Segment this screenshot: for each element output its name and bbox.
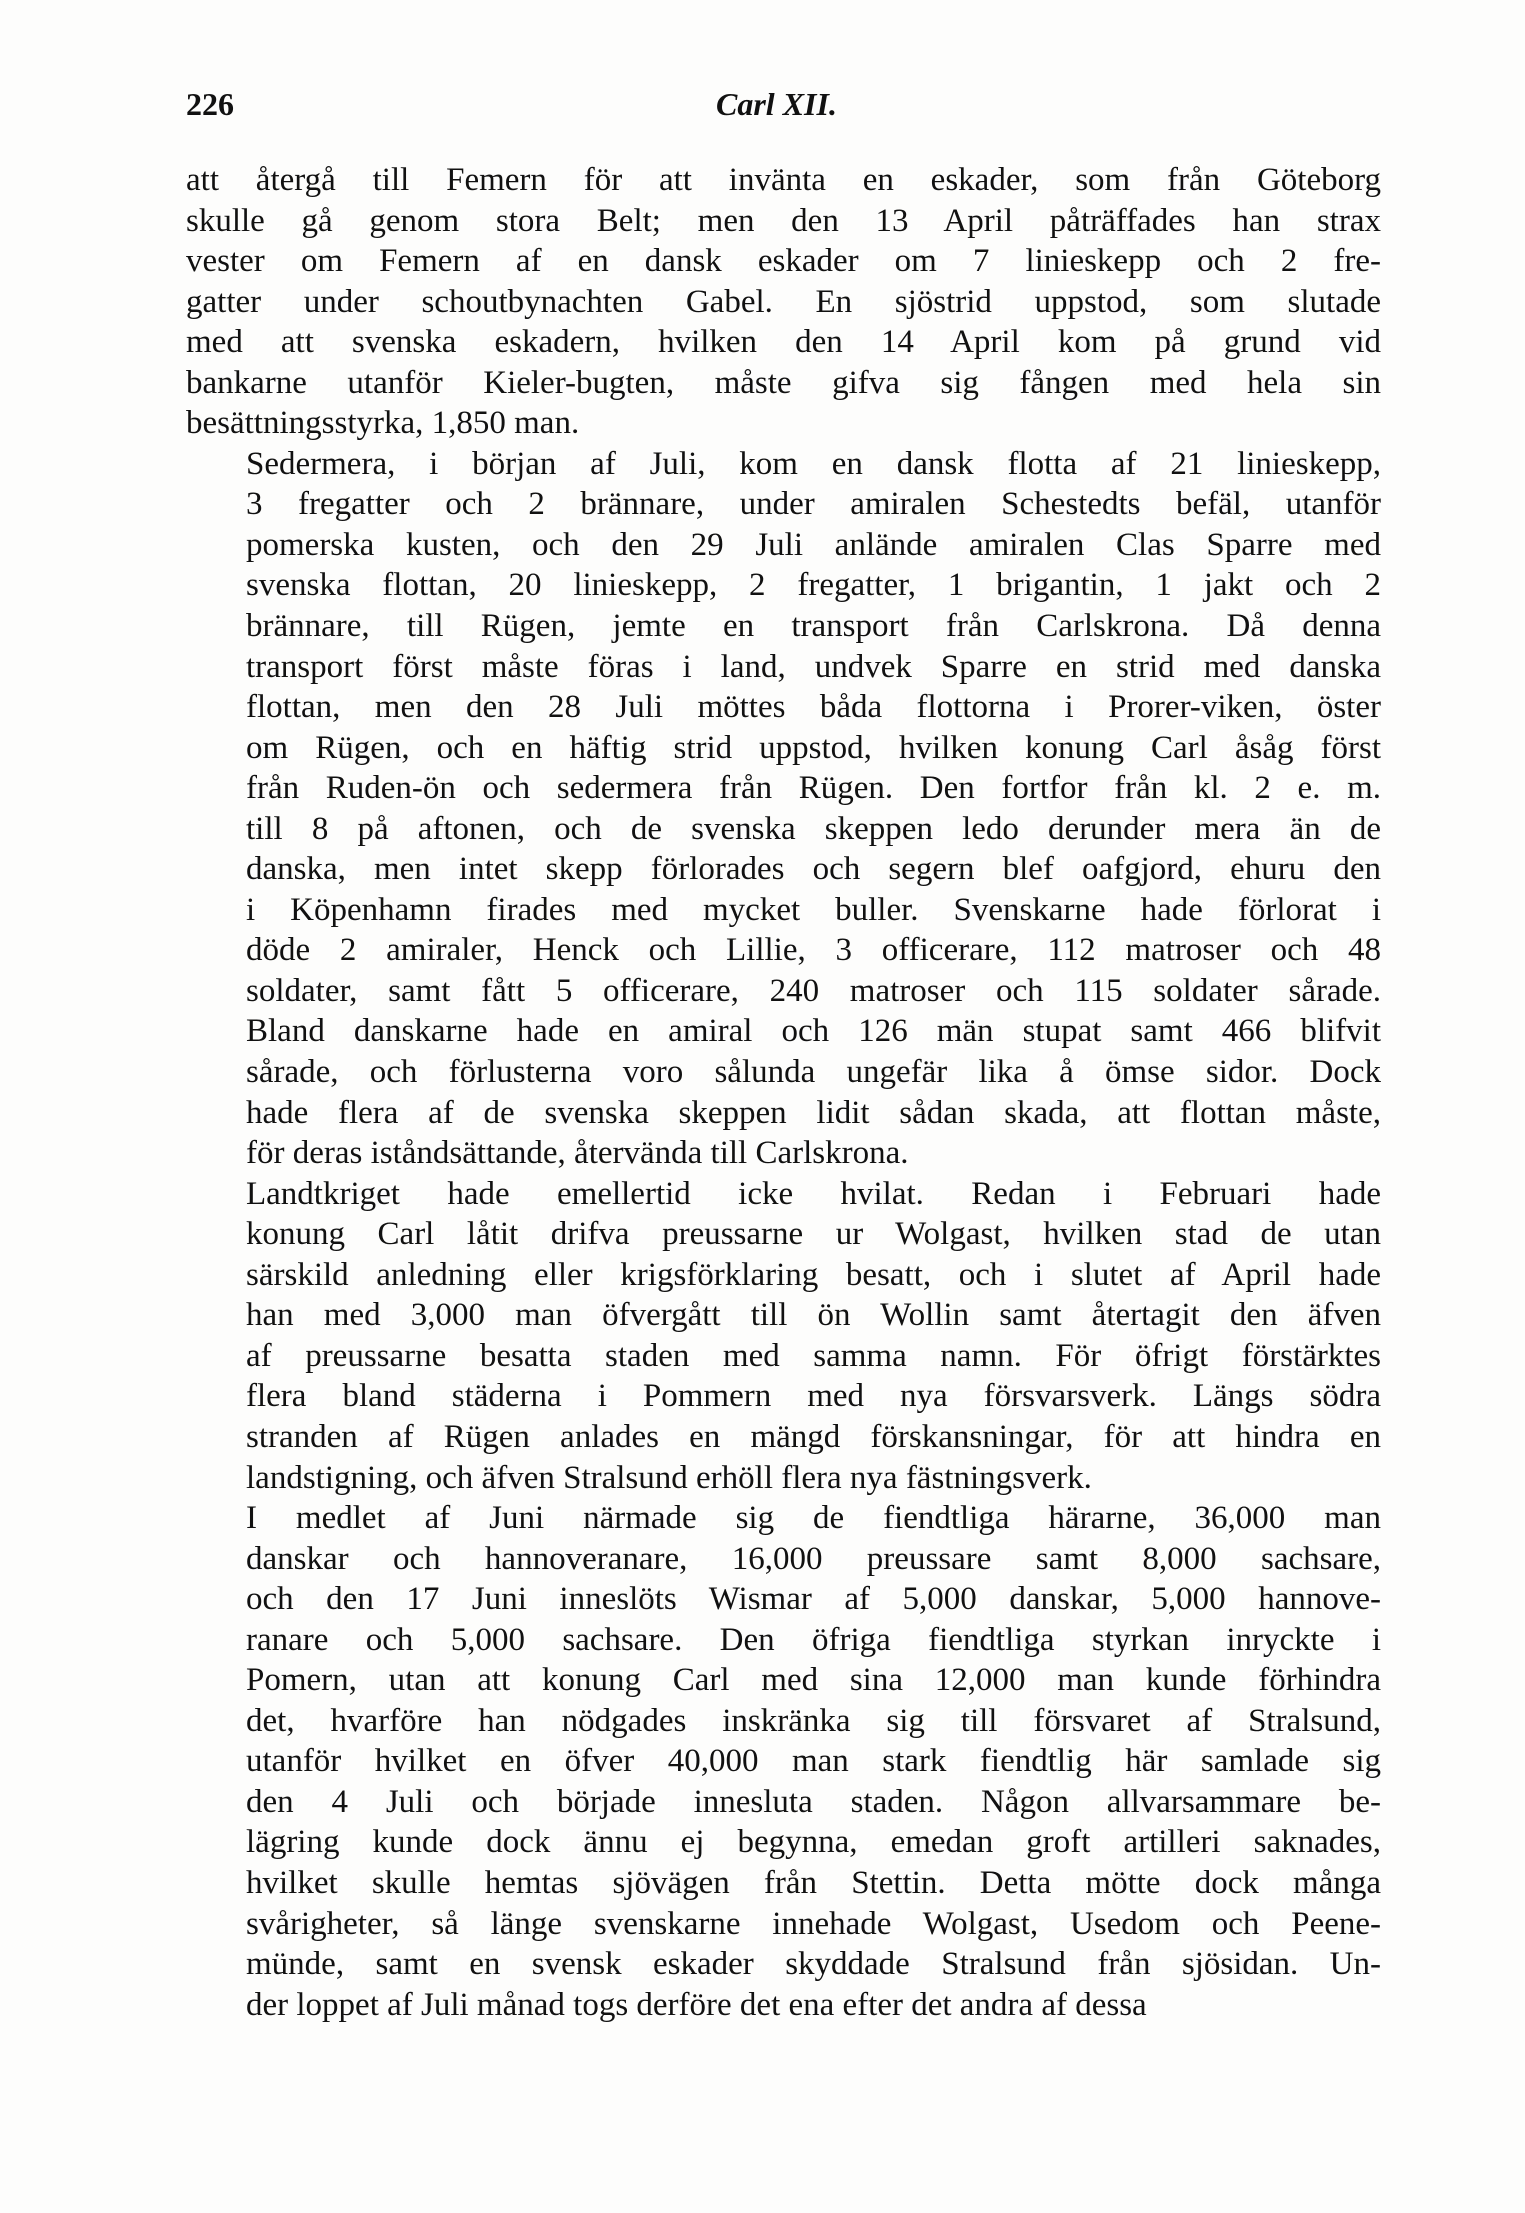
text-line: han med 3,000 man öfvergått till ön Wollin samt återtagit den äfven xyxy=(246,1297,1381,1334)
text-line: Sedermera, i början af Juli, kom en dansk flotta af 21 linieskepp, xyxy=(246,445,1381,482)
text-line: ranare och 5,000 sachsare. Den öfriga fiendtliga styrkan inryckte i xyxy=(246,1621,1381,1658)
text-line: till 8 på aftonen, och de svenska skeppen ledo derunder mera än de xyxy=(246,810,1381,847)
text-line: döde 2 amiraler, Henck och Lillie, 3 officerare, 112 matroser och 48 xyxy=(246,932,1381,969)
text-line: stranden af Rügen anlades en mängd förskansningar, för att hindra en xyxy=(246,1418,1381,1455)
text-line: Bland danskarne hade en amiral och 126 män stupat samt 466 blifvit xyxy=(246,1013,1381,1050)
page-number: 226 xyxy=(186,86,234,122)
text-line: der loppet af Juli månad togs derföre det ena efter det andra af dessa xyxy=(246,1986,1147,2023)
text-line: konung Carl låtit drifva preussarne ur Wolgast, hvilken stad de utan xyxy=(246,1216,1381,1253)
text-line: från Ruden-ön och sedermera från Rügen. Den fortfor från kl. 2 e. m. xyxy=(246,770,1381,807)
text-line: den 4 Juli och började innesluta staden. Någon allvarsammare be- xyxy=(246,1783,1381,1820)
text-line: för deras iståndsättande, återvända till Carlskrona. xyxy=(246,1135,909,1172)
text-line: brännare, till Rügen, jemte en transport från Carlskrona. Då denna xyxy=(246,608,1381,645)
text-line: münde, samt en svensk eskader skyddade Stralsund från sjösidan. Un- xyxy=(246,1946,1381,1983)
text-line: lägring kunde dock ännu ej begynna, emedan groft artilleri saknades, xyxy=(246,1824,1381,1861)
text-line: det, hvarföre han nödgades inskränka sig till försvaret af Stralsund, xyxy=(246,1702,1381,1739)
text-line: Pomern, utan att konung Carl med sina 12,000 man kunde förhindra xyxy=(246,1662,1381,1699)
text-line: gatter under schoutbynachten Gabel. En sjöstrid uppstod, som slutade xyxy=(186,283,1381,320)
text-line: bankarne utanför Kieler-bugten, måste gifva sig fången med hela sin xyxy=(186,364,1381,401)
text-line: i Köpenhamn firades med mycket buller. Svenskarne hade förlorat i xyxy=(246,891,1381,928)
text-line: soldater, samt fått 5 officerare, 240 matroser och 115 soldater sårade. xyxy=(246,972,1381,1009)
text-line: flottan, men den 28 Juli möttes båda flottorna i Prorer-viken, öster xyxy=(246,689,1381,726)
text-line: besättningsstyrka, 1,850 man. xyxy=(186,405,580,442)
text-line: skulle gå genom stora Belt; men den 13 April påträffades han strax xyxy=(186,202,1381,239)
text-line: att återgå till Femern för att invänta en eskader, som från Göteborg xyxy=(186,162,1381,198)
text-line: utanför hvilket en öfver 40,000 man stark fiendtlig här samlade sig xyxy=(246,1743,1381,1780)
text-line: pomerska kusten, och den 29 Juli anlände amiralen Clas Sparre med xyxy=(246,526,1381,563)
running-title: Carl XII. xyxy=(716,86,837,122)
text-line: danskar och hannoveranare, 16,000 preussare samt 8,000 sachsare, xyxy=(246,1540,1381,1577)
paragraph-4 xyxy=(186,1498,1381,2025)
text-line: och den 17 Juni inneslöts Wismar af 5,000 danskar, 5,000 hannove- xyxy=(246,1581,1381,1618)
text-line: 3 fregatter och 2 brännare, under amiralen Schestedts befäl, utanför xyxy=(246,486,1381,523)
text-line: af preussarne besatta staden med samma namn. För öfrigt förstärktes xyxy=(246,1337,1381,1374)
paragraph-2 xyxy=(186,444,1381,1174)
page-header xyxy=(186,86,1381,136)
text-line: landstigning, och äfven Stralsund erhöll flera nya fästningsverk. xyxy=(246,1459,1092,1496)
text-line: med att svenska eskadern, hvilken den 14 April kom på grund vid xyxy=(186,324,1381,361)
text-line: danska, men intet skepp förlorades och segern blef oafgjord, ehuru den xyxy=(246,851,1381,888)
text-line: transport först måste föras i land, undvek Sparre en strid med danska xyxy=(246,648,1381,685)
text-line: I medlet af Juni närmade sig de fiendtliga härarne, 36,000 man xyxy=(246,1500,1381,1537)
text-line: flera bland städerna i Pommern med nya försvarsverk. Längs södra xyxy=(246,1378,1381,1415)
text-line: om Rügen, och en häftig strid uppstod, hvilken konung Carl åsåg först xyxy=(246,729,1381,766)
text-line: svårigheter, så länge svenskarne innehade Wolgast, Usedom och Peene- xyxy=(246,1905,1381,1942)
text-line: svenska flottan, 20 linieskepp, 2 fregatter, 1 brigantin, 1 jakt och 2 xyxy=(246,567,1381,604)
paragraph-1 xyxy=(186,160,1381,444)
body-text xyxy=(186,160,1381,2025)
text-line: Landtkriget hade emellertid icke hvilat. Redan i Februari hade xyxy=(246,1175,1381,1212)
paragraph-3 xyxy=(186,1174,1381,1498)
text-line: sårade, och förlusterna voro sålunda ungefär lika å ömse sidor. Dock xyxy=(246,1054,1381,1091)
text-line: hade flera af de svenska skeppen lidit sådan skada, att flottan måste, xyxy=(246,1094,1381,1131)
text-line: särskild anledning eller krigsförklaring besatt, och i slutet af April hade xyxy=(246,1256,1381,1293)
text-line: vester om Femern af en dansk eskader om 7 linieskepp och 2 fre- xyxy=(186,243,1381,280)
text-line: hvilket skulle hemtas sjövägen från Stettin. Detta mötte dock många xyxy=(246,1864,1381,1901)
